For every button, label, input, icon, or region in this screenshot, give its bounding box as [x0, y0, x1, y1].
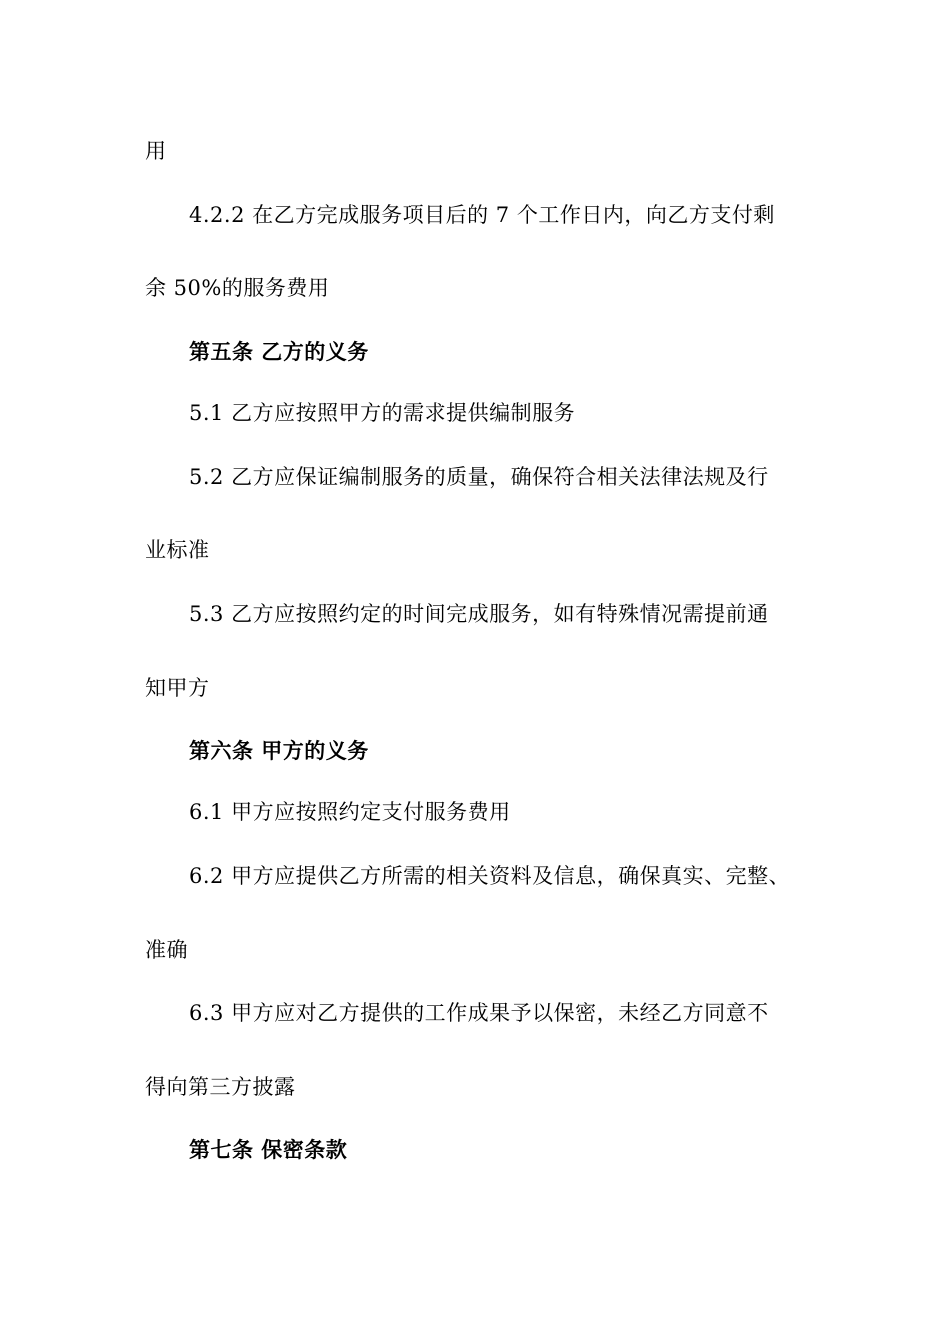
clause-6-1: 6.1 甲方应按照约定支付服务费用 [189, 800, 511, 824]
clause-5-1: 5.1 乙方应按照甲方的需求提供编制服务 [189, 401, 576, 425]
article-5-heading: 第五条 乙方的义务 [189, 339, 369, 364]
article-7-heading: 第七条 保密条款 [189, 1137, 348, 1162]
clause-6-2: 6.2 甲方应提供乙方所需的相关资料及信息，确保真实、完整、 [189, 864, 791, 888]
clause-4-2-2: 4.2.2 在乙方完成服务项目后的 7 个工作日内，向乙方支付剩 [189, 203, 775, 227]
paragraph-continuation: 准确 [145, 938, 188, 962]
paragraph-continuation: 得向第三方披露 [145, 1075, 296, 1099]
paragraph-continuation: 用 [145, 139, 167, 163]
paragraph-continuation: 业标准 [145, 538, 210, 562]
clause-5-2: 5.2 乙方应保证编制服务的质量，确保符合相关法律法规及行 [189, 465, 769, 489]
paragraph-continuation: 知甲方 [145, 676, 210, 700]
article-6-heading: 第六条 甲方的义务 [189, 738, 369, 763]
paragraph-continuation: 余 50%的服务费用 [145, 276, 330, 300]
clause-6-3: 6.3 甲方应对乙方提供的工作成果予以保密，未经乙方同意不 [189, 1001, 769, 1025]
clause-5-3: 5.3 乙方应按照约定的时间完成服务，如有特殊情况需提前通 [189, 602, 769, 626]
